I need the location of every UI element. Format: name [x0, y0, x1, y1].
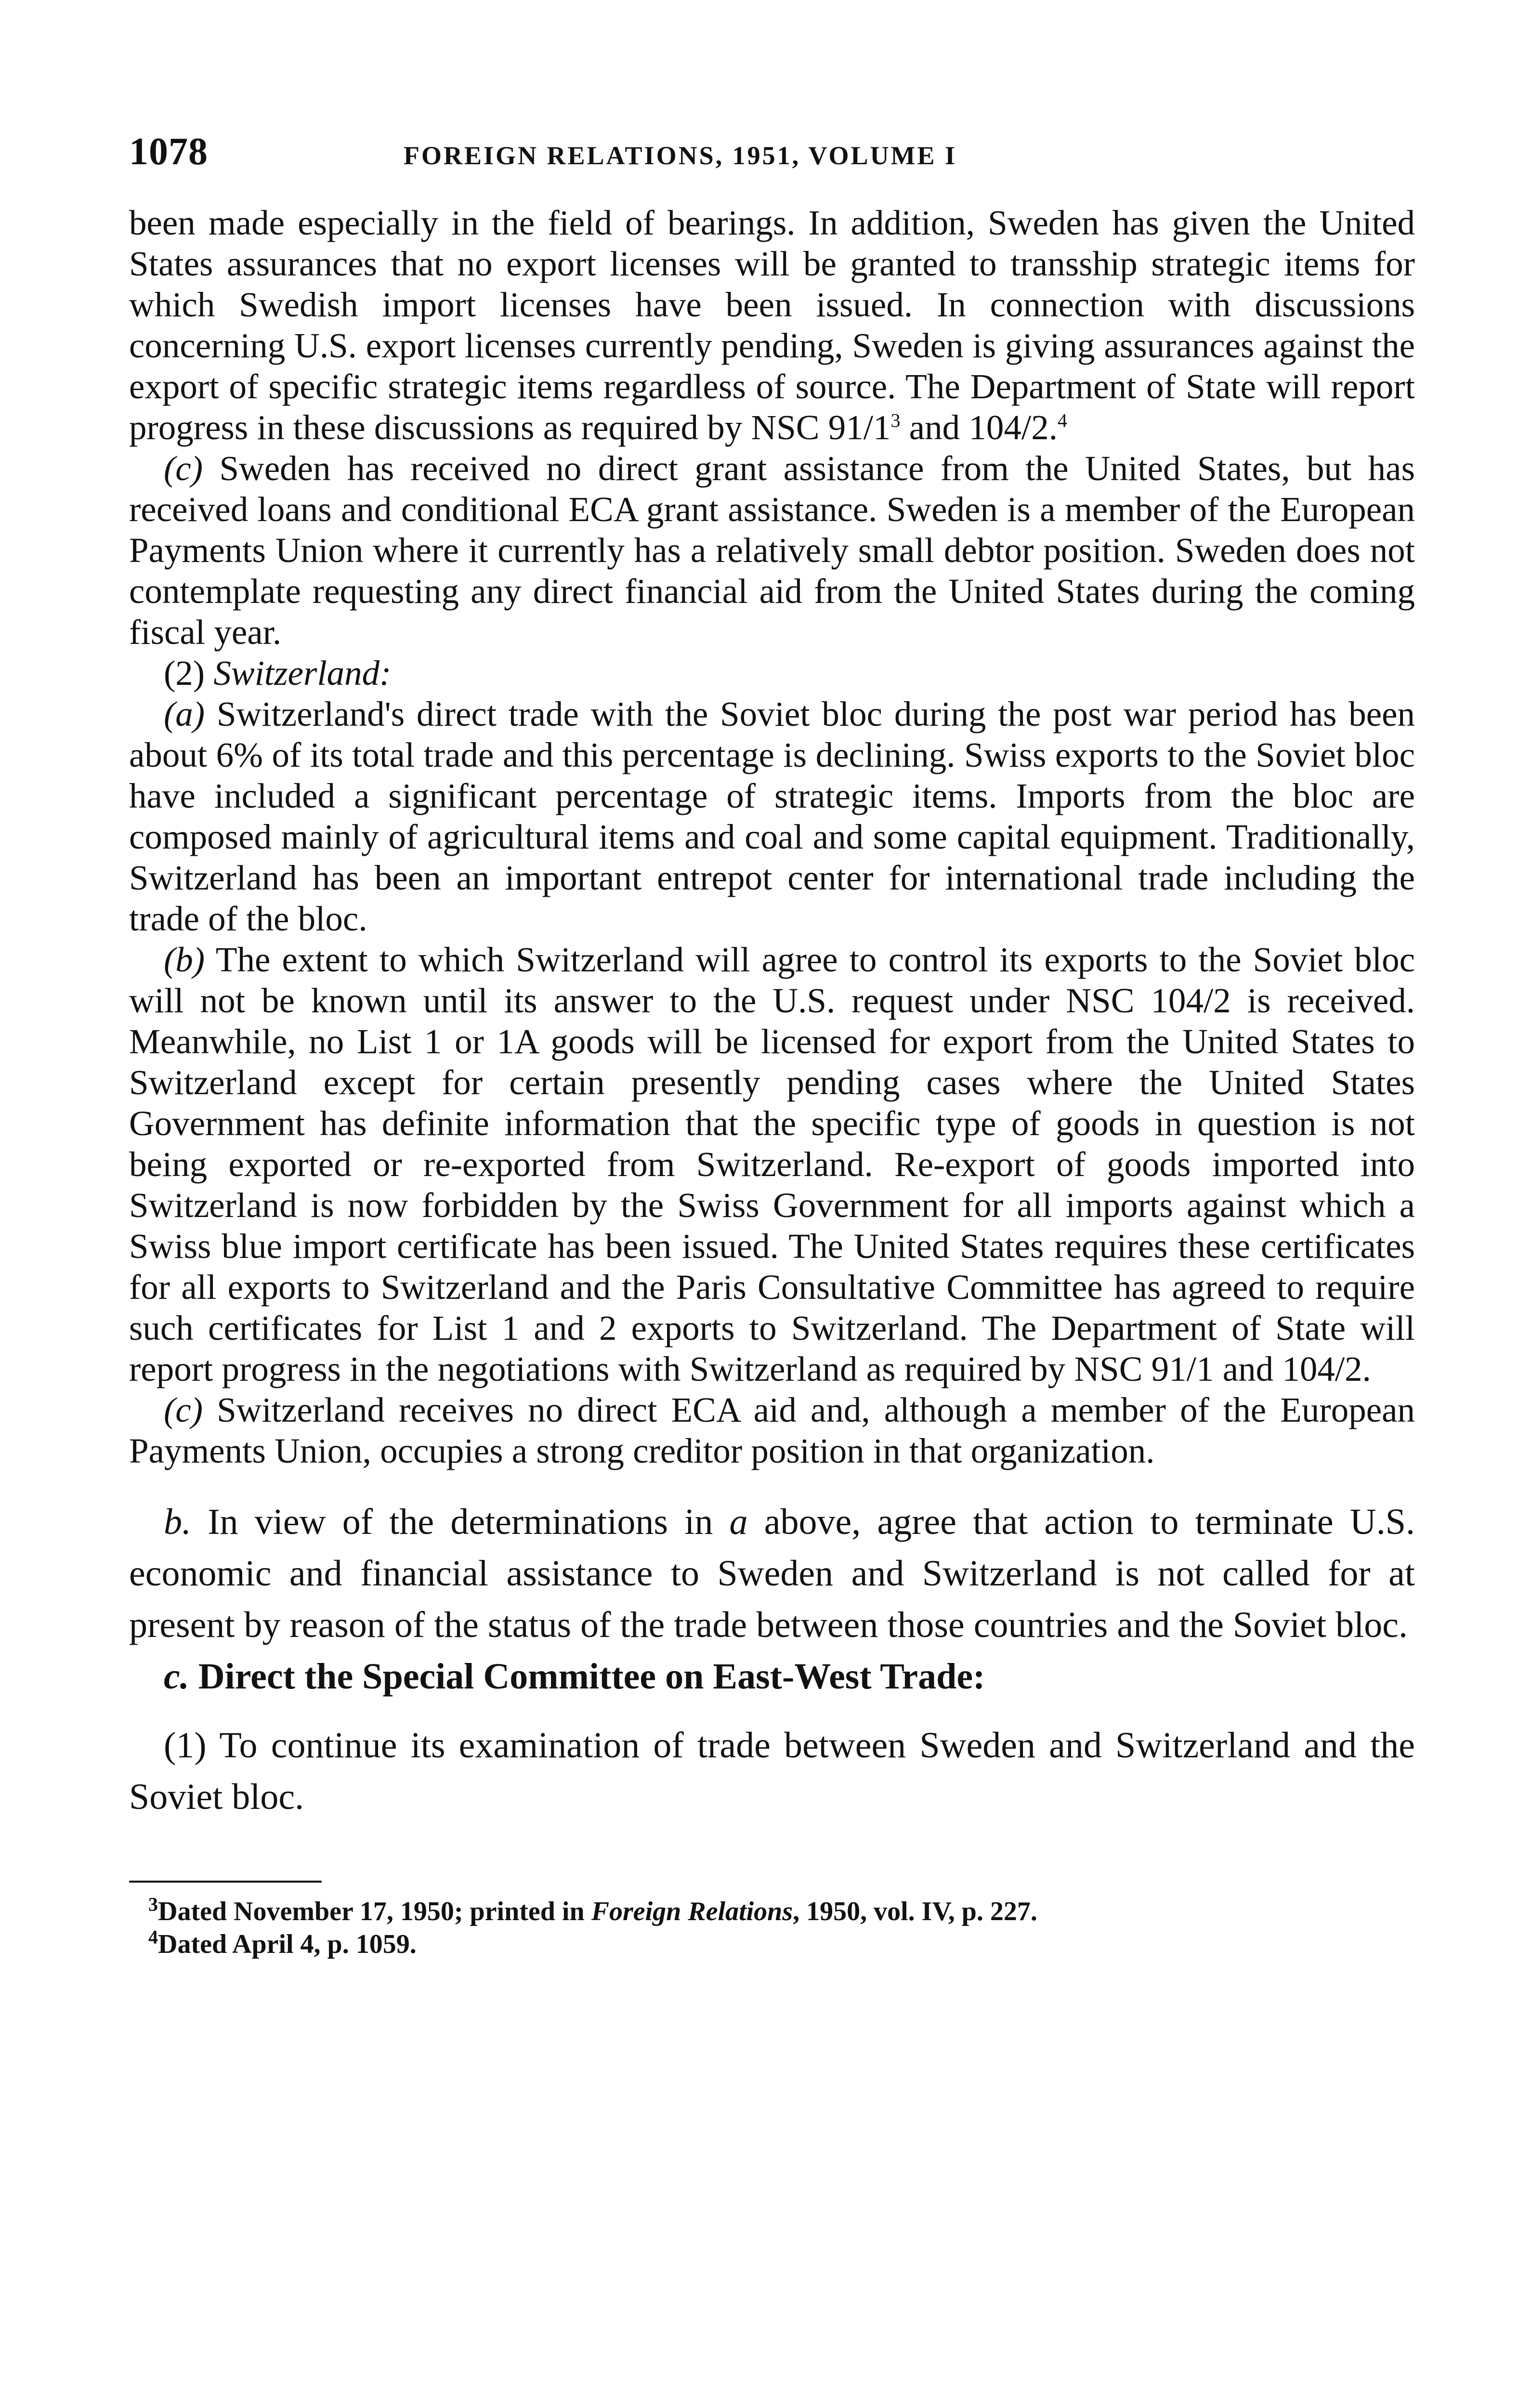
section-c-text: Direct the Special Committee on East-West Trade: — [189, 1656, 985, 1697]
section-c-paragraph — [129, 1651, 1415, 1702]
subsection-label: (c) — [164, 1390, 203, 1429]
section-b-text-part1: In view of the determinations in — [191, 1502, 730, 1542]
sweden-subsection-c — [129, 448, 1415, 653]
heading-title: Switzerland: — [213, 654, 392, 693]
item-text: To continue its examination of trade between Sweden and Switzerland and the Soviet bloc. — [129, 1725, 1415, 1817]
running-head: FOREIGN RELATIONS, 1951, VOLUME I — [404, 141, 957, 170]
footnote-ref-4[interactable]: 4 — [1057, 409, 1067, 432]
sweden-continued-paragraph — [129, 202, 1415, 448]
spacer — [129, 1702, 1415, 1720]
section-b-paragraph — [129, 1496, 1415, 1651]
footnote-number: 4 — [148, 1926, 158, 1948]
page-header — [129, 130, 1415, 183]
spacer — [129, 1471, 1415, 1496]
footnote-text: Dated April 4, p. 1059. — [158, 1929, 417, 1959]
footnote-ref-3[interactable]: 3 — [890, 409, 901, 432]
subsection-text: Sweden has received no direct grant assistance from the United States, but has received loans and conditional ECA grant assistance. Sweden is a member of the European Payments Union where it currently has a relatively small debtor position. Sweden does not contemplate requesting any direct financial aid from the United States during the coming fiscal year. — [129, 449, 1415, 652]
recommendations-text — [129, 1496, 1415, 1823]
switzerland-heading — [129, 653, 1415, 694]
footnote-3 — [129, 1895, 1415, 1928]
subsection-text: Switzerland receives no direct ECA aid and, although a member of the European Payments Union, occupies a strong creditor position in that organization. — [129, 1390, 1415, 1470]
footnote-text-end: , 1950, vol. IV, p. 227. — [793, 1897, 1037, 1926]
section-c-item-1 — [129, 1720, 1415, 1823]
section-b-ref: a — [729, 1502, 748, 1542]
footnotes — [129, 1895, 1415, 1961]
sweden-text-part2: and 104/2. — [900, 408, 1058, 447]
switzerland-subsection-b — [129, 939, 1415, 1389]
sweden-text-part1: been made especially in the field of bearings. In addition, Sweden has given the United States assurances that no export licenses will be granted to transship strategic items for which Swedish import licenses have been issued. In connection with discussions concerning U.S. export licenses currently pending, Sweden is giving assurances against the export of specific strategic items regardless of source. The Department of State will report progress in these discussions as required by NSC 91/1 — [129, 203, 1415, 447]
subsection-label: (b) — [164, 940, 205, 979]
subsection-text: Switzerland's direct trade with the Soviet bloc during the post war period has been about 6% of its total trade and this percentage is declining. Swiss exports to the Soviet bloc have included a significant percentage of strategic items. Imports from the bloc are composed mainly of agricultural items and coal and some capital equipment. Traditionally, Switzerland has been an important entrepot center for international trade including the trade of the bloc. — [129, 694, 1415, 938]
subsection-label: (c) — [164, 449, 203, 488]
item-label: (1) — [164, 1725, 207, 1766]
subsection-text: The extent to which Switzerland will agree to control its exports to the Soviet bloc will not be known until its answer to the U.S. request under NSC 104/2 is received. Meanwhile, no List 1 or 1A goods will be licensed for export from the United States to Switzerland except for certain presently pending cases where the United States Government has definite information that the specific type of goods in question is not being exported or re-exported from Switzerland. Re-export of goods imported into Switzerland is now forbidden by the Swiss Government for all imports against which a Swiss blue import certificate has been issued. The United States requires these certificates for all exports to Switzerland and the Paris Consultative Committee has agreed to require such certificates for List 1 and 2 exports to Switzerland. The Department of State will report progress in the negotiations with Switzerland as required by NSC 91/1 and 104/2. — [129, 940, 1415, 1388]
section-c-label: c. — [164, 1656, 189, 1697]
footnote-divider — [129, 1881, 322, 1883]
section-b-label: b. — [164, 1502, 191, 1542]
footnote-publication-title: Foreign Relations — [591, 1897, 793, 1926]
subsection-label: (a) — [164, 694, 205, 733]
main-text — [129, 202, 1415, 1471]
footnote-text: Dated November 17, 1950; printed in — [158, 1897, 591, 1926]
heading-number: (2) — [164, 654, 205, 693]
page-number: 1078 — [129, 131, 208, 173]
document-page — [129, 130, 1415, 1961]
switzerland-subsection-c — [129, 1389, 1415, 1471]
switzerland-subsection-a — [129, 694, 1415, 939]
section-b-text-part2: above, agree that action to terminate U.S. economic and financial assistance to Sweden and Switzerland is not called for at present by reason of the status of the trade between those countries and the Soviet bloc. — [129, 1502, 1415, 1645]
footnote-4 — [129, 1928, 1415, 1961]
footnote-number: 3 — [148, 1893, 158, 1915]
